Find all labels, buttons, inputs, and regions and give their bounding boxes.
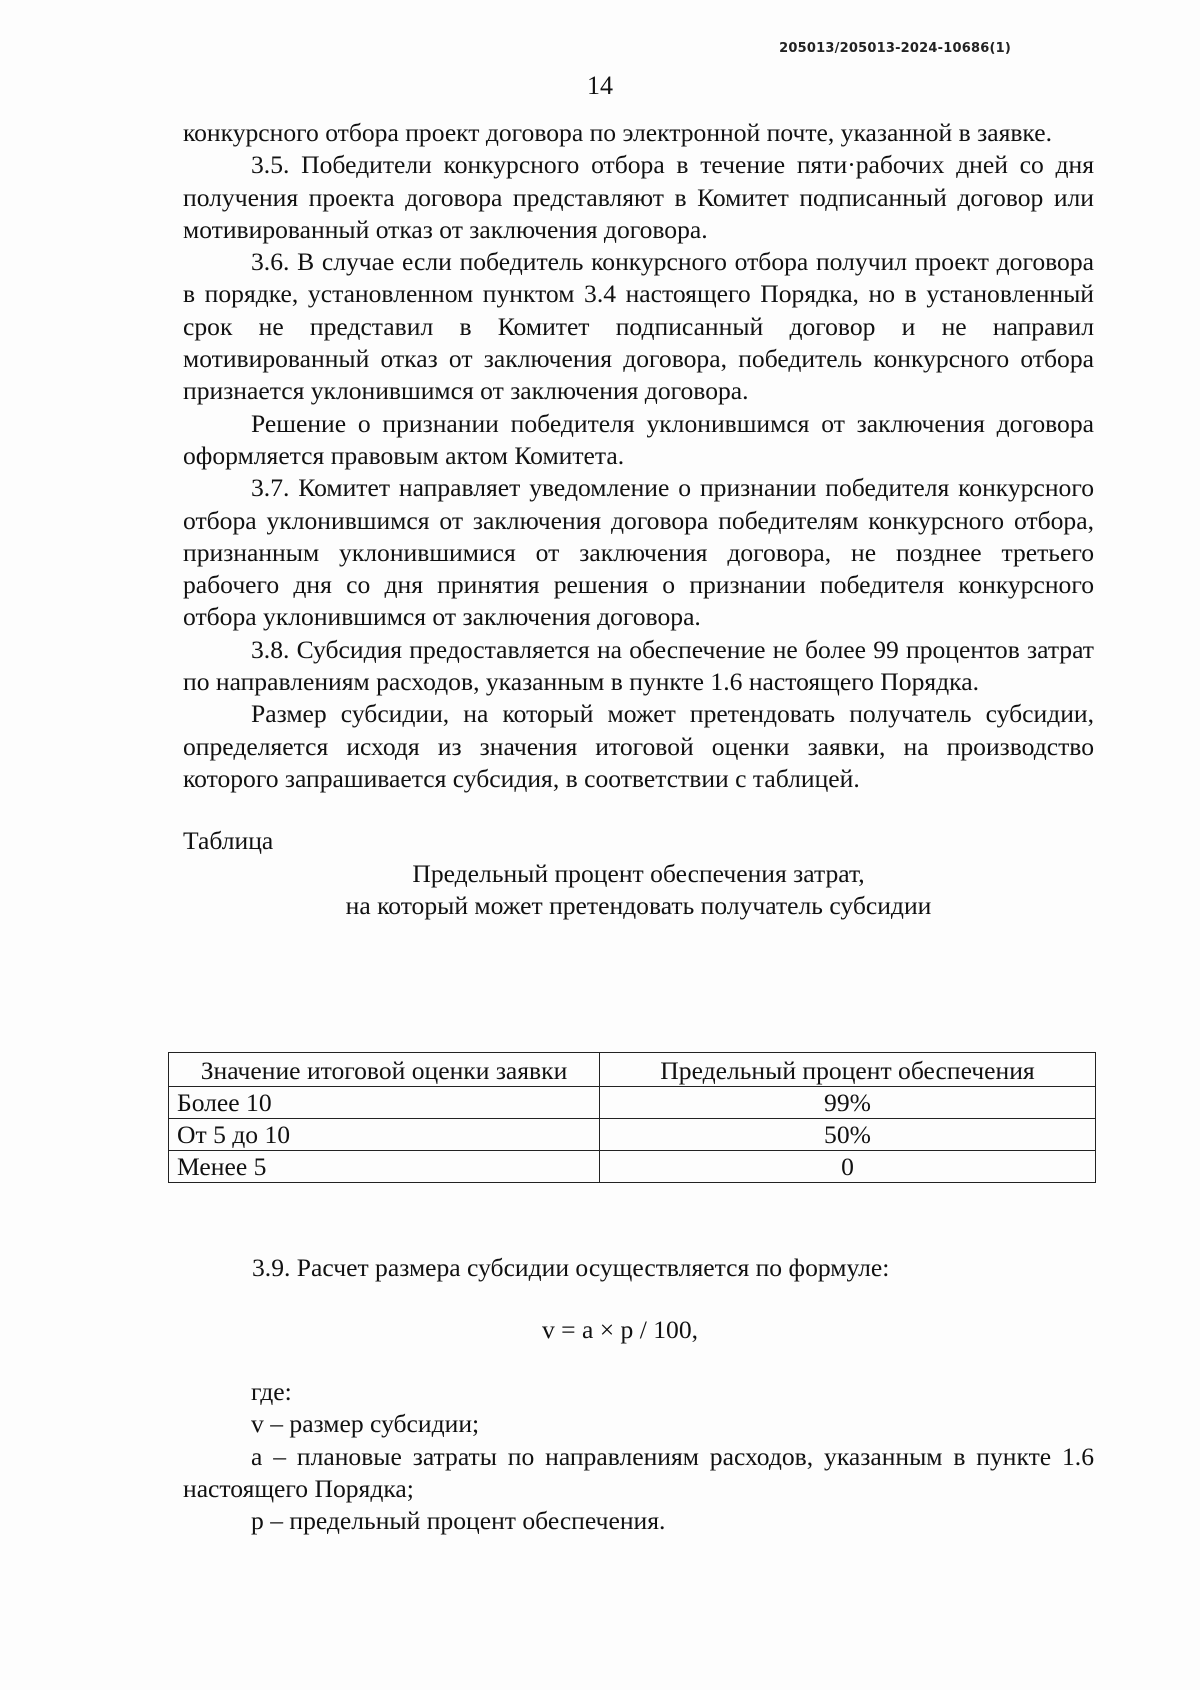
table-row — [169, 1087, 1096, 1119]
body-text — [183, 117, 1094, 922]
paragraph-3-7: 3.7. Комитет направляет уведомление о признании победителя конкурсного отбора уклонившимся от заключения договора победителям конкурсного отбора, признанным уклонившимися от заключения договора, не позднее третьего рабочего дня со дня принятия решения о признании победителя конкурсного отбора уклонившимся от заключения договора. — [183, 473, 1094, 632]
table-header-row — [169, 1053, 1096, 1087]
table-title-line1: Предельный процент обеспечения затрат, — [412, 858, 865, 888]
table-row — [169, 1119, 1096, 1151]
paragraph-continuation: конкурсного отбора проект договора по электронной почте, указанной в заявке. — [183, 118, 1052, 147]
score-cell: Более 10 — [169, 1087, 600, 1119]
formula-intro: 3.9. Расчет размера субсидии осуществляется по формуле: — [252, 1253, 890, 1282]
formula-legend — [183, 1376, 1094, 1537]
percent-cell: 0 — [600, 1151, 1096, 1183]
legend-p: p – предельный процент обеспечения. — [251, 1506, 666, 1536]
table-title-line2: на который может претендовать получатель субсидии — [345, 890, 932, 920]
legend-a: a – плановые затраты по направлениям расходов, указанным в пункте 1.6 настоящего Порядка; — [183, 1441, 1094, 1503]
header-score: Значение итоговой оценки заявки — [169, 1053, 600, 1087]
subsidy-table — [168, 1052, 1096, 1183]
paragraph-3-6: 3.6. В случае если победитель конкурсного отбора получил проект договора в порядке, установленном пунктом 3.4 настоящего Порядка, но в установленный срок не представил в Комитет подписанный договор и не направил мотивированный отказ от заключения договора, победитель конкурсного отбора признается уклонившимся от заключения договора. — [183, 247, 1094, 406]
table-row — [169, 1151, 1096, 1183]
header-percent: Предельный процент обеспечения — [600, 1053, 1096, 1087]
percent-cell: 50% — [600, 1119, 1096, 1151]
score-cell: От 5 до 10 — [169, 1119, 600, 1151]
paragraph-3-8: 3.8. Субсидия предоставляется на обеспечение не более 99 процентов затрат по направлениям расходов, указанным в пункте 1.6 настоящего Порядка. — [183, 634, 1094, 697]
document-code: 205013/205013-2024-10686(1) — [779, 41, 1011, 56]
percent-cell: 99% — [600, 1087, 1096, 1119]
paragraph-3-5: 3.5. Победители конкурсного отбора в течение пяти·рабочих дней со дня получения проекта договора представляют в Комитет подписанный договор или мотивированный отказ от заключения договора. — [183, 150, 1094, 244]
paragraph-subsidy-size: Размер субсидии, на который может претендовать получатель субсидии, определяется исходя из значения итоговой оценки заявки, на производство которого запрашивается субсидия, в соответствии с таблицей. — [183, 699, 1094, 793]
page-number: 14 — [587, 71, 613, 100]
legend-where: где: — [251, 1377, 292, 1406]
table-label: Таблица — [183, 826, 274, 856]
legend-v: v – размер субсидии; — [251, 1409, 480, 1439]
score-cell: Менее 5 — [169, 1151, 600, 1183]
formula-expression: v = a × p / 100, — [541, 1315, 699, 1344]
paragraph-decision: Решение о признании победителя уклонившимся от заключения договора оформляется правовым актом Комитета. — [183, 408, 1094, 470]
